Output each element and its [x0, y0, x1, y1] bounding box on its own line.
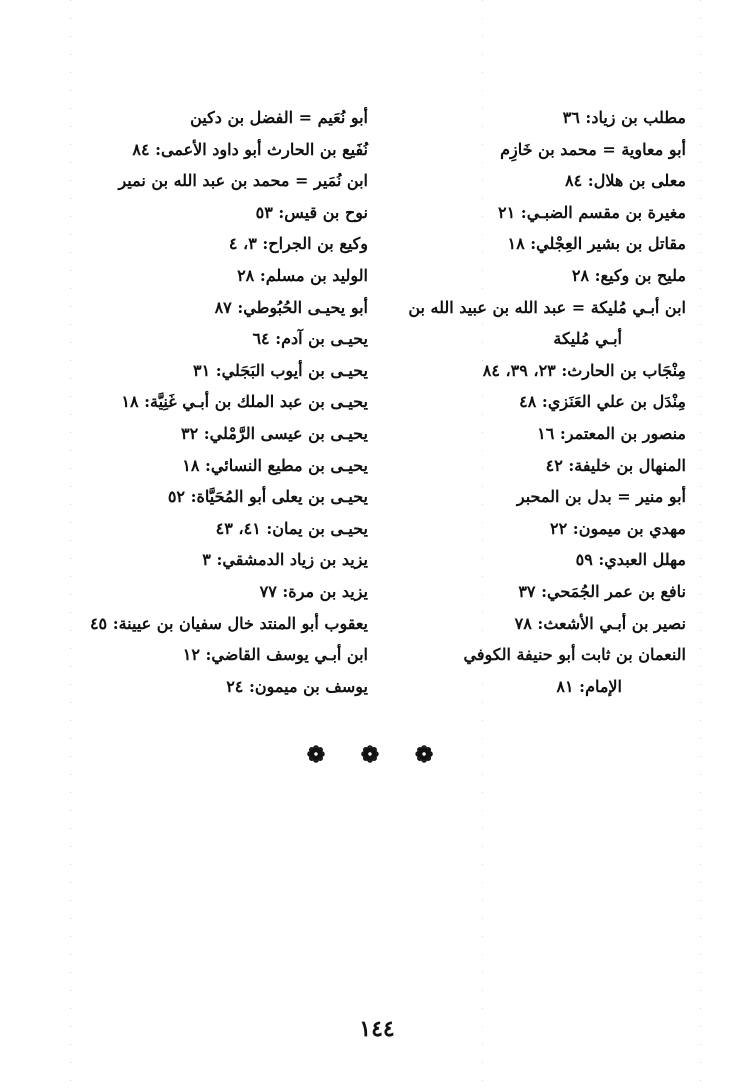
- index-entry: يحيـى بن عيسى الرَّمْلي: ٣٢: [181, 423, 368, 443]
- index-entry: معلى بن هلال: ٨٤: [565, 171, 686, 191]
- index-entry: مقاتل بن بشير العِجْلي: ١٨: [507, 234, 686, 254]
- index-entry: ابن أبـي يوسف القاضي: ١٢: [182, 645, 368, 665]
- index-entry: نُفَيع بن الحارث أبو داود الأعمى: ٨٤: [132, 139, 368, 159]
- index-entry: يعقوب أبو المنتد خال سفيان بن عيينة: ٤٥: [89, 613, 368, 633]
- index-entry: النعمان بن ثابت أبو حنيفة الكوفي: [463, 645, 686, 665]
- index-entry: نصير بن أبـي الأشعث: ٧٨: [514, 613, 686, 633]
- index-entry: يحيـى بن يمان: ٤١، ٤٣: [215, 518, 368, 538]
- index-entry: أبو نُعَيم = الفضل بن دكين: [190, 108, 368, 127]
- index-entry: منصور بن المعتمر: ١٦: [537, 423, 686, 443]
- scan-dot-guide: [700, 0, 701, 1089]
- page-number: ١٤٤: [359, 1016, 395, 1042]
- index-column-right: [356, 102, 686, 702]
- index-entry: أبو يحيـى الحُبُوطي: ٨٧: [214, 297, 368, 317]
- index-entry: ابن نُمَير = محمد بن عبد الله بن نمير: [118, 171, 368, 191]
- index-entry: يزيد بن زياد الدمشقي: ٣: [202, 550, 368, 570]
- index-entry: يحيـى بن عبد الملك بن أبـي غَنِيَّة: ١٨: [121, 392, 368, 412]
- index-entry: مهلل العبدي: ٥٩: [575, 550, 686, 570]
- index-entry: ابن أبـي مُليكة = عبد الله بن عبيد الله بن: [408, 297, 686, 317]
- index-column-left: [68, 102, 368, 702]
- index-entry: نوح بن قيس: ٥٣: [255, 202, 368, 222]
- index-entry: أبو منير = بدل بن المحبر: [516, 487, 686, 507]
- index-entry: يحيـى بن آدم: ٦٤: [252, 329, 368, 349]
- index-entry: أبو معاوية = محمد بن خَازِم: [500, 139, 686, 159]
- index-entry: مهدي بن ميمون: ٢٢: [550, 518, 686, 538]
- index-entry: الوليد بن مسلم: ٢٨: [237, 265, 368, 285]
- index-entry-continuation: أبـي مُليكة: [553, 329, 622, 349]
- index-entry-continuation: الإمام: ٨١: [556, 676, 622, 696]
- index-entry: مطلب بن زياد: ٣٦: [562, 108, 686, 127]
- index-entry: مليح بن وكيع: ٢٨: [571, 265, 686, 285]
- index-entry: مِنْدَل بن علي العَنَزي: ٤٨: [519, 392, 686, 412]
- index-entry: المنهال بن خليفة: ٤٢: [545, 455, 686, 475]
- index-entry: مِنْجَاب بن الحارث: ٢٣، ٣٩، ٨٤: [482, 360, 686, 380]
- index-entry: يحيـى بن أيوب البَجَلي: ٣١: [193, 360, 368, 380]
- section-end-ornament: ❁ ❁ ❁: [306, 742, 448, 768]
- index-entry: وكيع بن الجراح: ٣، ٤: [228, 234, 368, 254]
- index-entry: مغيرة بن مقسم الضبـي: ٢١: [498, 202, 686, 222]
- index-entry: يوسف بن ميمون: ٢٤: [226, 676, 368, 696]
- index-entry: يحيـى بن يعلى أبو المُحَيَّاة: ٥٢: [167, 487, 368, 507]
- index-entry: يزيد بن مرة: ٧٧: [259, 581, 368, 601]
- index-entry: يحيـى بن مطيع النسائي: ١٨: [182, 455, 368, 475]
- index-entry: نافع بن عمر الجُمَحي: ٣٧: [518, 581, 686, 601]
